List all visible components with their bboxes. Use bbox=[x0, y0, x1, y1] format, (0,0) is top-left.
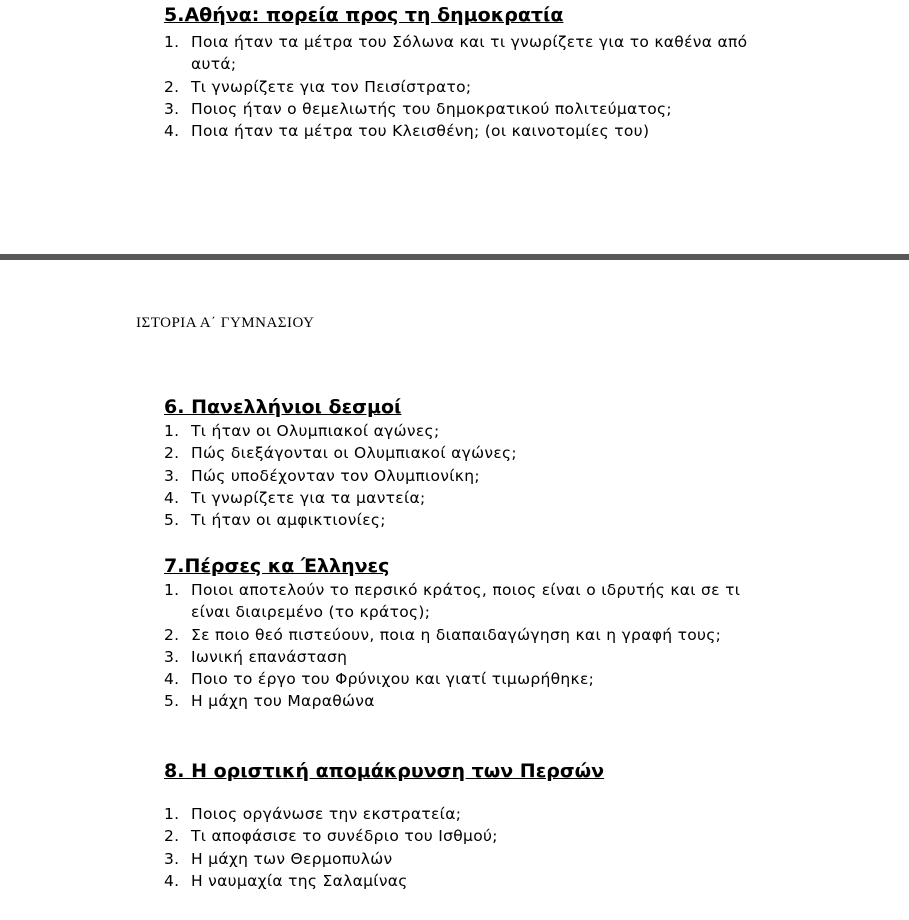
page-header: ΙΣΤΟΡΙΑ Α΄ ΓΥΜΝΑΣΙΟΥ bbox=[136, 315, 315, 331]
item-number: 3. bbox=[164, 466, 180, 485]
item-text: Πώς υποδέχονταν τον Ολυμπιονίκη; bbox=[191, 466, 480, 485]
section-title bbox=[164, 554, 784, 578]
item-text: Η μάχη των Θερμοπυλών bbox=[191, 849, 393, 868]
item-number: 4. bbox=[164, 122, 180, 141]
list-item bbox=[164, 646, 764, 668]
list-item bbox=[164, 98, 774, 120]
item-number: 1. bbox=[164, 422, 180, 440]
section-number: 6. bbox=[164, 396, 185, 418]
list-item bbox=[164, 420, 784, 442]
item-number: 3. bbox=[164, 647, 180, 666]
section-title bbox=[164, 3, 784, 27]
section-title bbox=[164, 759, 784, 783]
item-number: 4. bbox=[164, 871, 180, 890]
item-text: Τι αποφάσισε το συνέδριο του Ισθμού; bbox=[191, 827, 498, 846]
section-5 bbox=[164, 3, 784, 142]
item-text: Τι ήταν οι αμφικτιονίες; bbox=[191, 511, 386, 530]
section-title-text: Αθήνα: πορεία προς τη δημοκρατία bbox=[184, 4, 564, 26]
section-8 bbox=[164, 759, 784, 892]
list-item bbox=[164, 76, 774, 98]
section-number: 5. bbox=[164, 4, 185, 26]
item-text: Ποια ήταν τα μέτρα του Κλεισθένη; (οι καινοτομίες του) bbox=[191, 122, 650, 141]
list-item bbox=[164, 509, 784, 531]
list-item bbox=[164, 668, 764, 690]
item-number: 3. bbox=[164, 849, 180, 868]
section-7 bbox=[164, 554, 784, 713]
item-number: 4. bbox=[164, 670, 180, 689]
item-number: 2. bbox=[164, 827, 180, 846]
item-number: 2. bbox=[164, 444, 180, 463]
list-item bbox=[164, 579, 764, 624]
list-item bbox=[164, 487, 784, 509]
section-title-text: Πέρσες κα Έλληνες bbox=[184, 555, 390, 577]
item-text: Τι ήταν οι Ολυμπιακοί αγώνες; bbox=[191, 422, 440, 440]
item-text: Ποιος ήταν ο θεμελιωτής του δημοκρατικού πολιτεύματος; bbox=[191, 99, 672, 118]
section-title-text: Πανελλήνιοι δεσμοί bbox=[191, 396, 402, 418]
section-number: 7. bbox=[164, 555, 185, 577]
item-text: Ποιος οργάνωσε την εκστρατεία; bbox=[191, 805, 462, 823]
item-text: Σε ποιο θεό πιστεύουν, ποια η διαπαιδαγώγηση και η γραφή τους; bbox=[191, 625, 722, 644]
list-item bbox=[164, 120, 774, 142]
item-number: 5. bbox=[164, 511, 180, 530]
list-item bbox=[164, 825, 784, 847]
list-item bbox=[164, 870, 784, 892]
question-list bbox=[164, 579, 764, 713]
item-number: 1. bbox=[164, 581, 180, 599]
list-item bbox=[164, 848, 784, 870]
item-number: 1. bbox=[164, 33, 180, 51]
list-item bbox=[164, 31, 774, 76]
item-text: Πώς διεξάγονται οι Ολυμπιακοί αγώνες; bbox=[191, 444, 517, 463]
list-item bbox=[164, 803, 784, 825]
item-number: 1. bbox=[164, 805, 180, 823]
item-text: Τι γνωρίζετε για τα μαντεία; bbox=[191, 488, 426, 507]
list-item bbox=[164, 624, 764, 646]
item-text: Ποιο το έργο του Φρύνιχου και γιατί τιμωρήθηκε; bbox=[191, 670, 595, 689]
item-number: 2. bbox=[164, 77, 180, 96]
item-text: Ιωνική επανάσταση bbox=[191, 647, 348, 666]
item-number: 3. bbox=[164, 99, 180, 118]
page-break-divider bbox=[0, 254, 909, 260]
list-item bbox=[164, 690, 764, 712]
section-title bbox=[164, 395, 784, 419]
section-number: 8. bbox=[164, 760, 185, 782]
section-6 bbox=[164, 395, 784, 531]
list-item bbox=[164, 465, 784, 487]
item-number: 5. bbox=[164, 692, 180, 711]
item-text: Τι γνωρίζετε για τον Πεισίστρατο; bbox=[191, 77, 472, 96]
list-item bbox=[164, 442, 784, 464]
section-title-text: Η οριστική απομάκρυνση των Περσών bbox=[191, 760, 605, 782]
item-number: 2. bbox=[164, 625, 180, 644]
item-number: 4. bbox=[164, 488, 180, 507]
question-list bbox=[164, 420, 784, 531]
question-list bbox=[164, 31, 774, 142]
question-list bbox=[164, 803, 784, 892]
item-text: Ποιοι αποτελούν το περσικό κράτος, ποιος είναι ο ιδρυτής και σε τι είναι διαιρεμένο (το κράτος); bbox=[191, 581, 741, 622]
item-text: Η ναυμαχία της Σαλαμίνας bbox=[191, 871, 408, 890]
item-text: Ποια ήταν τα μέτρα του Σόλωνα και τι γνωρίζετε για το καθένα από αυτά; bbox=[191, 33, 748, 74]
item-text: Η μάχη του Μαραθώνα bbox=[191, 692, 375, 711]
